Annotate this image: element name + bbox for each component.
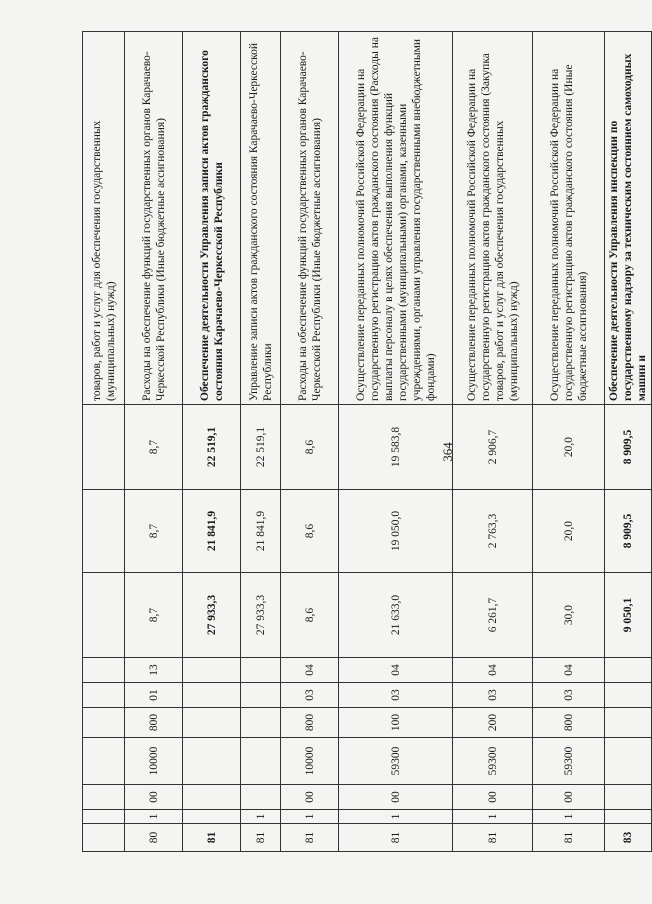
cell-c3: 00 bbox=[281, 785, 339, 810]
cell-c2 bbox=[83, 810, 125, 824]
table-row bbox=[183, 32, 241, 852]
cell-v1: 30,0 bbox=[533, 573, 605, 658]
cell-v1: 6 261,7 bbox=[453, 573, 533, 658]
table-row bbox=[533, 32, 605, 852]
cell-c6: 01 bbox=[125, 683, 183, 708]
cell-c7 bbox=[605, 658, 652, 683]
cell-c7: 13 bbox=[125, 658, 183, 683]
cell-c3: 00 bbox=[533, 785, 605, 810]
table-row bbox=[83, 32, 125, 852]
cell-v2 bbox=[83, 490, 125, 573]
cell-c6 bbox=[183, 683, 241, 708]
cell-c3: 00 bbox=[125, 785, 183, 810]
cell-c2 bbox=[183, 810, 241, 824]
cell-c2 bbox=[605, 810, 652, 824]
cell-c7: 04 bbox=[339, 658, 453, 683]
cell-name: товаров, работ и услуг для обеспечения государственных (муниципальных) нужд) bbox=[83, 32, 125, 405]
cell-c7: 04 bbox=[281, 658, 339, 683]
cell-c4: 10000 bbox=[125, 738, 183, 785]
cell-c3 bbox=[183, 785, 241, 810]
cell-v3: 22 519,1 bbox=[241, 405, 281, 490]
table-row bbox=[125, 32, 183, 852]
cell-c4 bbox=[83, 738, 125, 785]
cell-c1: 83 bbox=[605, 824, 652, 852]
cell-v1 bbox=[83, 573, 125, 658]
cell-c3 bbox=[605, 785, 652, 810]
cell-v3: 8 909,5 bbox=[605, 405, 652, 490]
cell-c4 bbox=[605, 738, 652, 785]
cell-c5: 100 bbox=[339, 708, 453, 738]
cell-v3: 8,7 bbox=[125, 405, 183, 490]
cell-c5: 200 bbox=[453, 708, 533, 738]
cell-name: Осуществление переданных полномочий Российской Федерации на государственную регистрацию актов гражданского состояния (Расходы на выплаты персоналу в целях обеспечения выполнения функций государственными (муниципальными) органами, казенными учреждениями, органами управления государственными внебюджетными фондами) bbox=[339, 32, 453, 405]
cell-c6: 03 bbox=[453, 683, 533, 708]
cell-c1: 81 bbox=[281, 824, 339, 852]
cell-v2: 8 909,5 bbox=[605, 490, 652, 573]
cell-c7: 04 bbox=[533, 658, 605, 683]
cell-c4: 59300 bbox=[339, 738, 453, 785]
cell-c1: 81 bbox=[453, 824, 533, 852]
cell-c7 bbox=[241, 658, 281, 683]
table-row bbox=[281, 32, 339, 852]
cell-c5 bbox=[83, 708, 125, 738]
cell-v2: 2 763,3 bbox=[453, 490, 533, 573]
cell-c6 bbox=[241, 683, 281, 708]
cell-v2: 19 050,0 bbox=[339, 490, 453, 573]
cell-c6: 03 bbox=[281, 683, 339, 708]
cell-c2: 1 bbox=[533, 810, 605, 824]
cell-c5 bbox=[241, 708, 281, 738]
cell-c3: 00 bbox=[453, 785, 533, 810]
budget-table-rotated bbox=[82, 32, 648, 852]
cell-v3: 19 583,8 bbox=[339, 405, 453, 490]
cell-c1 bbox=[83, 824, 125, 852]
cell-v2: 21 841,9 bbox=[241, 490, 281, 573]
cell-c6: 03 bbox=[339, 683, 453, 708]
cell-c3 bbox=[241, 785, 281, 810]
cell-c2: 1 bbox=[281, 810, 339, 824]
cell-name: Расходы на обеспечение функций государственных органов Карачаево-Черкесской Республики (Иные бюджетные ассигнования) bbox=[125, 32, 183, 405]
cell-name: Обеспечение деятельности Управления инспекции по государственному надзору за техническим состоянием самоходных машин и bbox=[605, 32, 652, 405]
cell-c7 bbox=[183, 658, 241, 683]
cell-c4 bbox=[241, 738, 281, 785]
cell-v1: 8,6 bbox=[281, 573, 339, 658]
cell-v1: 27 933,3 bbox=[241, 573, 281, 658]
budget-table bbox=[82, 31, 652, 852]
cell-v1: 8,7 bbox=[125, 573, 183, 658]
cell-c5: 800 bbox=[281, 708, 339, 738]
cell-v1: 21 633,0 bbox=[339, 573, 453, 658]
cell-c7: 04 bbox=[453, 658, 533, 683]
page-number: 364 bbox=[440, 442, 455, 462]
cell-c3: 00 bbox=[339, 785, 453, 810]
cell-c1: 81 bbox=[533, 824, 605, 852]
table-row bbox=[605, 32, 652, 852]
cell-name: Осуществление переданных полномочий Российской Федерации на государственную регистрацию актов гражданского состояния (Закупка товаров, работ и услуг для обеспечения государственных (муниципальных) нужд) bbox=[453, 32, 533, 405]
cell-v3: 2 906,7 bbox=[453, 405, 533, 490]
table-body bbox=[83, 32, 652, 852]
cell-v2: 20,0 bbox=[533, 490, 605, 573]
cell-v3: 8,6 bbox=[281, 405, 339, 490]
cell-c1: 81 bbox=[241, 824, 281, 852]
cell-v2: 21 841,9 bbox=[183, 490, 241, 573]
cell-c3 bbox=[83, 785, 125, 810]
cell-c2: 1 bbox=[339, 810, 453, 824]
cell-c4: 10000 bbox=[281, 738, 339, 785]
cell-c2: 1 bbox=[453, 810, 533, 824]
cell-c4: 59300 bbox=[453, 738, 533, 785]
cell-name: Осуществление переданных полномочий Российской Федерации на государственную регистрацию актов гражданского состояния (Иные бюджетные ассигнования) bbox=[533, 32, 605, 405]
cell-v3: 22 519,1 bbox=[183, 405, 241, 490]
cell-v2: 8,6 bbox=[281, 490, 339, 573]
cell-v1: 9 050,1 bbox=[605, 573, 652, 658]
cell-c6: 03 bbox=[533, 683, 605, 708]
cell-c5: 800 bbox=[533, 708, 605, 738]
cell-name: Обеспечение деятельности Управления записи актов гражданского состояния Карачаево-Черкесской Республики bbox=[183, 32, 241, 405]
table-row bbox=[453, 32, 533, 852]
cell-c5 bbox=[183, 708, 241, 738]
table-row bbox=[339, 32, 453, 852]
cell-c7 bbox=[83, 658, 125, 683]
cell-c1: 81 bbox=[339, 824, 453, 852]
cell-v2: 8,7 bbox=[125, 490, 183, 573]
cell-name: Расходы на обеспечение функций государственных органов Карачаево-Черкесской Республики (Иные бюджетные ассигнования) bbox=[281, 32, 339, 405]
cell-v1: 27 933,3 bbox=[183, 573, 241, 658]
cell-c1: 81 bbox=[183, 824, 241, 852]
cell-c1: 80 bbox=[125, 824, 183, 852]
cell-c4: 59300 bbox=[533, 738, 605, 785]
cell-c6 bbox=[83, 683, 125, 708]
cell-c2: 1 bbox=[125, 810, 183, 824]
cell-name: Управление записи актов гражданского состояния Карачаево-Черкесской Республики bbox=[241, 32, 281, 405]
cell-c5 bbox=[605, 708, 652, 738]
cell-c4 bbox=[183, 738, 241, 785]
cell-c6 bbox=[605, 683, 652, 708]
table-row bbox=[241, 32, 281, 852]
cell-v3 bbox=[83, 405, 125, 490]
cell-c2: 1 bbox=[241, 810, 281, 824]
cell-c5: 800 bbox=[125, 708, 183, 738]
cell-v3: 20,0 bbox=[533, 405, 605, 490]
